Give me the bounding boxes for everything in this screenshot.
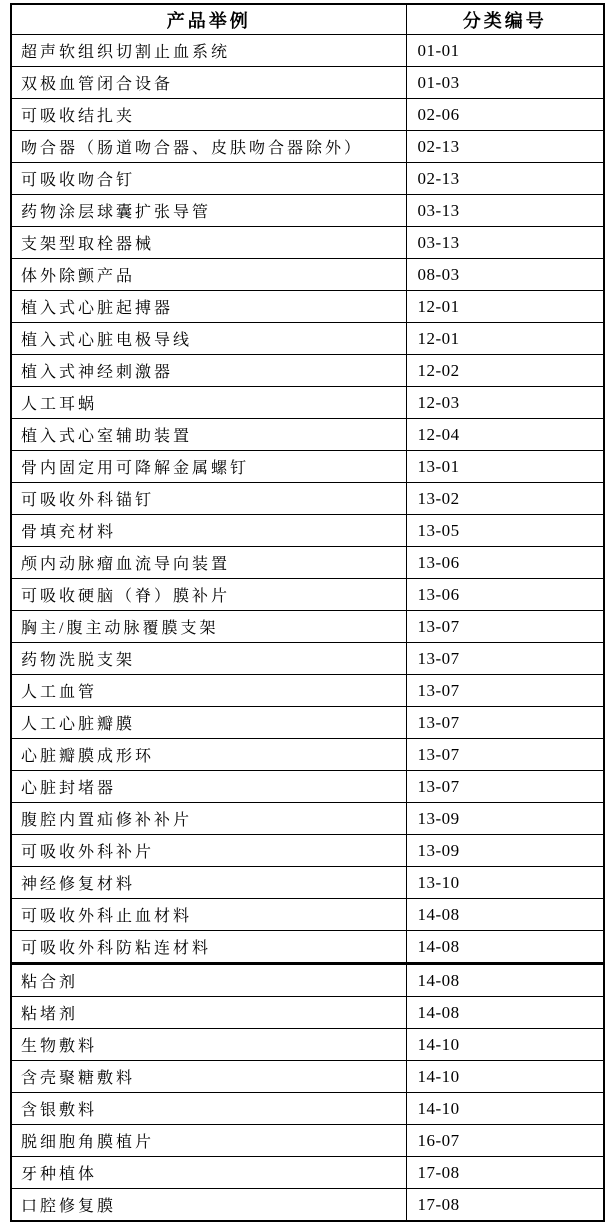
table-row bbox=[11, 579, 604, 611]
code-cell: 14-10 bbox=[406, 1061, 604, 1093]
product-cell: 药物洗脱支架 bbox=[11, 643, 406, 675]
code-cell: 03-13 bbox=[406, 195, 604, 227]
table-row bbox=[11, 835, 604, 867]
product-cell: 脱细胞角膜植片 bbox=[11, 1125, 406, 1157]
product-cell: 植入式心脏起搏器 bbox=[11, 291, 406, 323]
code-cell: 12-04 bbox=[406, 419, 604, 451]
code-cell: 02-13 bbox=[406, 131, 604, 163]
table-row bbox=[11, 67, 604, 99]
table-row bbox=[11, 1029, 604, 1061]
code-cell: 08-03 bbox=[406, 259, 604, 291]
product-cell: 生物敷料 bbox=[11, 1029, 406, 1061]
column-header-product: 产品举例 bbox=[11, 4, 406, 35]
table-row bbox=[11, 515, 604, 547]
product-cell: 腹腔内置疝修补补片 bbox=[11, 803, 406, 835]
product-cell: 牙种植体 bbox=[11, 1157, 406, 1189]
product-cell: 超声软组织切割止血系统 bbox=[11, 35, 406, 67]
product-cell: 含壳聚糖敷料 bbox=[11, 1061, 406, 1093]
product-cell: 骨填充材料 bbox=[11, 515, 406, 547]
code-cell: 13-05 bbox=[406, 515, 604, 547]
product-cell: 植入式心脏电极导线 bbox=[11, 323, 406, 355]
product-cell: 粘堵剂 bbox=[11, 997, 406, 1029]
table-row bbox=[11, 35, 604, 67]
code-cell: 12-01 bbox=[406, 323, 604, 355]
product-cell: 胸主/腹主动脉覆膜支架 bbox=[11, 611, 406, 643]
table-row bbox=[11, 771, 604, 803]
code-cell: 13-09 bbox=[406, 803, 604, 835]
product-cell: 植入式心室辅助装置 bbox=[11, 419, 406, 451]
table-row bbox=[11, 803, 604, 835]
code-cell: 14-08 bbox=[406, 997, 604, 1029]
table-row bbox=[11, 739, 604, 771]
table-row bbox=[11, 1157, 604, 1189]
table-row bbox=[11, 643, 604, 675]
product-cell: 体外除颤产品 bbox=[11, 259, 406, 291]
product-cell: 心脏瓣膜成形环 bbox=[11, 739, 406, 771]
code-cell: 13-07 bbox=[406, 611, 604, 643]
table-row bbox=[11, 387, 604, 419]
table-row bbox=[11, 707, 604, 739]
product-cell: 植入式神经刺激器 bbox=[11, 355, 406, 387]
code-cell: 12-01 bbox=[406, 291, 604, 323]
code-cell: 03-13 bbox=[406, 227, 604, 259]
product-cell: 可吸收外科补片 bbox=[11, 835, 406, 867]
table-row bbox=[11, 867, 604, 899]
product-cell: 粘合剂 bbox=[11, 964, 406, 997]
table-row bbox=[11, 1189, 604, 1222]
code-cell: 13-07 bbox=[406, 739, 604, 771]
table-row bbox=[11, 227, 604, 259]
code-cell: 14-08 bbox=[406, 899, 604, 931]
table-row bbox=[11, 1061, 604, 1093]
table-row bbox=[11, 997, 604, 1029]
product-cell: 人工血管 bbox=[11, 675, 406, 707]
code-cell: 13-01 bbox=[406, 451, 604, 483]
code-cell: 14-08 bbox=[406, 931, 604, 964]
table-row bbox=[11, 355, 604, 387]
table-row bbox=[11, 964, 604, 997]
product-cell: 吻合器（肠道吻合器、皮肤吻合器除外） bbox=[11, 131, 406, 163]
code-cell: 02-06 bbox=[406, 99, 604, 131]
product-cell: 可吸收吻合钉 bbox=[11, 163, 406, 195]
product-cell: 骨内固定用可降解金属螺钉 bbox=[11, 451, 406, 483]
code-cell: 14-10 bbox=[406, 1029, 604, 1061]
table-row bbox=[11, 899, 604, 931]
code-cell: 13-10 bbox=[406, 867, 604, 899]
code-cell: 01-01 bbox=[406, 35, 604, 67]
code-cell: 13-06 bbox=[406, 579, 604, 611]
product-cell: 人工心脏瓣膜 bbox=[11, 707, 406, 739]
table-row bbox=[11, 483, 604, 515]
product-cell: 神经修复材料 bbox=[11, 867, 406, 899]
code-cell: 17-08 bbox=[406, 1189, 604, 1222]
table-header-row bbox=[11, 4, 604, 35]
code-cell: 14-08 bbox=[406, 964, 604, 997]
table-row bbox=[11, 675, 604, 707]
table-row bbox=[11, 1125, 604, 1157]
table-row bbox=[11, 419, 604, 451]
code-cell: 16-07 bbox=[406, 1125, 604, 1157]
table-body bbox=[11, 35, 604, 1222]
code-cell: 12-02 bbox=[406, 355, 604, 387]
table-row bbox=[11, 259, 604, 291]
classification-table bbox=[10, 3, 605, 1222]
column-header-code: 分类编号 bbox=[406, 4, 604, 35]
table-row bbox=[11, 99, 604, 131]
product-cell: 可吸收硬脑（脊）膜补片 bbox=[11, 579, 406, 611]
code-cell: 13-07 bbox=[406, 771, 604, 803]
code-cell: 13-09 bbox=[406, 835, 604, 867]
code-cell: 13-07 bbox=[406, 643, 604, 675]
product-cell: 含银敷料 bbox=[11, 1093, 406, 1125]
table-row bbox=[11, 163, 604, 195]
product-cell: 支架型取栓器械 bbox=[11, 227, 406, 259]
code-cell: 13-06 bbox=[406, 547, 604, 579]
product-cell: 药物涂层球囊扩张导管 bbox=[11, 195, 406, 227]
table-row bbox=[11, 291, 604, 323]
product-cell: 可吸收外科锚钉 bbox=[11, 483, 406, 515]
code-cell: 12-03 bbox=[406, 387, 604, 419]
table-row bbox=[11, 323, 604, 355]
code-cell: 01-03 bbox=[406, 67, 604, 99]
table-row bbox=[11, 195, 604, 227]
table-row bbox=[11, 547, 604, 579]
product-cell: 人工耳蜗 bbox=[11, 387, 406, 419]
code-cell: 13-07 bbox=[406, 707, 604, 739]
product-cell: 口腔修复膜 bbox=[11, 1189, 406, 1222]
product-cell: 可吸收外科防粘连材料 bbox=[11, 931, 406, 964]
product-cell: 心脏封堵器 bbox=[11, 771, 406, 803]
product-cell: 可吸收外科止血材料 bbox=[11, 899, 406, 931]
code-cell: 02-13 bbox=[406, 163, 604, 195]
table-row bbox=[11, 931, 604, 964]
code-cell: 17-08 bbox=[406, 1157, 604, 1189]
product-cell: 双极血管闭合设备 bbox=[11, 67, 406, 99]
product-cell: 颅内动脉瘤血流导向装置 bbox=[11, 547, 406, 579]
product-cell: 可吸收结扎夹 bbox=[11, 99, 406, 131]
table-head bbox=[11, 4, 604, 35]
table-row bbox=[11, 131, 604, 163]
code-cell: 14-10 bbox=[406, 1093, 604, 1125]
code-cell: 13-07 bbox=[406, 675, 604, 707]
code-cell: 13-02 bbox=[406, 483, 604, 515]
table-row bbox=[11, 611, 604, 643]
table-row bbox=[11, 451, 604, 483]
table-row bbox=[11, 1093, 604, 1125]
